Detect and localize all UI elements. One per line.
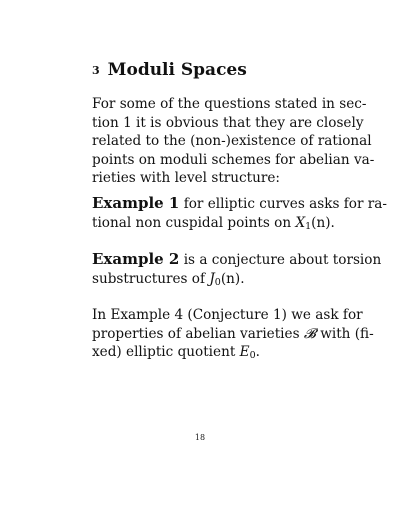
math-var-j: J xyxy=(209,270,215,287)
example-4-line-2 xyxy=(92,325,374,344)
example-2-label: Example 2 xyxy=(92,250,180,268)
example-1-line-2 xyxy=(92,214,335,237)
example-4-paragraph xyxy=(92,306,374,366)
section-title: Moduli Spaces xyxy=(107,60,247,80)
math-arg-n-2: (n). xyxy=(220,270,245,287)
example-2-text: is a conjecture about torsion xyxy=(183,252,382,268)
math-e0 xyxy=(240,344,256,360)
intro-line-1: For some of the questions stated in sec- xyxy=(92,96,367,112)
intro-paragraph xyxy=(92,95,375,188)
math-script-b: 𝓑 xyxy=(303,325,316,342)
example-1-paragraph xyxy=(92,194,387,236)
example-2-line-2 xyxy=(92,270,332,293)
math-sub-0: 0 xyxy=(214,276,221,288)
section-heading xyxy=(92,60,247,80)
math-arg-n: (n). xyxy=(311,214,335,231)
example-2-math xyxy=(209,271,244,287)
math-var-e: E xyxy=(239,344,250,361)
math-var-x: X xyxy=(295,214,306,231)
intro-line-5: rieties with level structure: xyxy=(92,170,280,187)
example-1-text-2: tional non cuspidal points on xyxy=(92,214,292,231)
example-4-text-2: properties of abelian varieties xyxy=(92,325,300,342)
math-sub-e0: 0 xyxy=(249,350,256,362)
example-1-line-1 xyxy=(92,194,387,214)
example-4-text-2b: with (fi- xyxy=(320,325,374,342)
example-2-line-1 xyxy=(92,250,382,270)
example-4-text-3: xed) elliptic quotient xyxy=(92,344,236,361)
example-1-label: Example 1 xyxy=(92,194,180,212)
period: . xyxy=(255,344,260,361)
example-4-line-3 xyxy=(92,343,332,366)
example-1-math xyxy=(295,215,334,231)
example-1-text: for elliptic curves asks for ra- xyxy=(183,196,387,212)
example-4-line-1: In Example 4 (Conjecture 1) we ask for xyxy=(92,307,363,323)
section-number: 3 xyxy=(92,64,100,77)
page-number: 18 xyxy=(194,433,206,442)
intro-line-2: tion 1 it is obvious that they are closely xyxy=(92,114,364,131)
example-2-paragraph xyxy=(92,250,382,292)
intro-line-4: points on moduli schemes for abelian va- xyxy=(92,151,375,168)
intro-line-3: related to the (non-)existence of rational xyxy=(92,133,372,150)
example-2-text-2: substructures of xyxy=(92,270,206,287)
math-sub-1: 1 xyxy=(305,220,312,232)
